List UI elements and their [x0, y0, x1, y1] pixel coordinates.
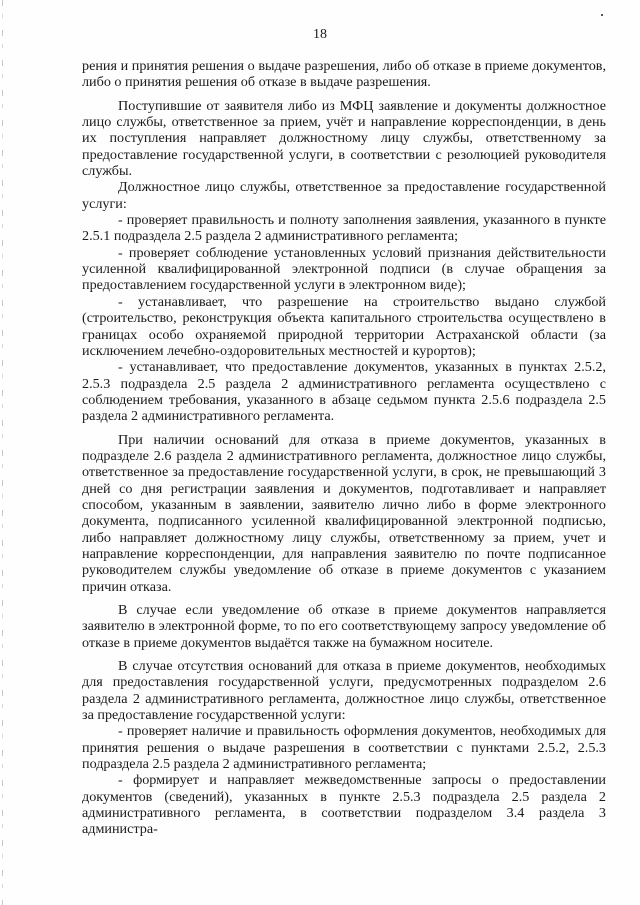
list-item: - формирует и направляет межведомственные запросы о предоставлении документов (сведений), указанных в пункте 2.5.3 подраздела 2.5 раздела 2 административного регламента, в соответствии подразделом 3.4 раздела 3 администра- — [82, 772, 606, 838]
scan-speck — [601, 14, 603, 16]
list-item: - проверяет соблюдение установленных условий признания действительности усиленной квалифицированной электронной подписи (в случае обращения за предоставлением государственной услуги в электронном виде); — [82, 244, 606, 294]
list-item: - проверяет правильность и полноту заполнения заявления, указанного в пункте 2.5.1 подраздела 2.5 раздела 2 административного регламента; — [82, 212, 606, 245]
paragraph: Поступившие от заявителя либо из МФЦ заявление и документы должностное лицо службы, ответственное за прием, учёт и направление корреспонденции, в день их поступления направляет должностному лицу службы, ответственному за предоставление государственной услуги, в соответствии с резолюцией руководителя службы. — [82, 97, 606, 180]
paragraph: В случае отсутствия оснований для отказа в приеме документов, необходимых для предоставления государственной услуги, предусмотренных подразделом 2.6 раздела 2 административного регламента, должностное лицо службы, ответственное за предоставление государственной услуги: — [82, 658, 606, 724]
paragraph: Должностное лицо службы, ответственное за предоставление государственной услуги: — [82, 179, 606, 212]
page-number: 18 — [313, 27, 327, 42]
paragraph: рения и принятия решения о выдаче разрешения, либо об отказе в приеме документов, либо о принятия решения об отказе в выдаче разрешения. — [82, 58, 606, 91]
document-body — [82, 58, 606, 838]
list-item: - устанавливает, что разрешение на строительство выдано службой (строительство, реконструкция объекта капитального строительства осуществлено в границах особо охраняемой природной территории Астраханской области (за исключением лечебно-оздоровительных местностей и курортов); — [82, 293, 606, 359]
paragraph: В случае если уведомление об отказе в приеме документов направляется заявителю в электронной форме, то по его соответствующему запросу уведомление об отказе в приеме документов выдаётся также на бумажном носителе. — [82, 602, 606, 651]
scan-edge-artifact — [2, 0, 3, 905]
list-item: - проверяет наличие и правильность оформления документов, необходимых для принятия решения о выдаче разрешения в соответствии с пунктами 2.5.2, 2.5.3 подраздела 2.5 раздела 2 административного регламента; — [82, 723, 606, 773]
paragraph: При наличии оснований для отказа в приеме документов, указанных в подразделе 2.6 раздела 2 административного регламента, должностное лицо службы, ответственное за предоставление государственной услуги, в срок, не превышающий 3 дней со дня регистрации заявления и документов, подготавливает и направляет способом, указанным в заявлении, заявителю лично либо в форме электронного документа, подписанного усиленной квалифицированной электронной подписью, либо направляет должностному лицу службы, ответственному за прием, учет и направление корреспонденции, для направления заявителю по почте подписанное руководителем службы уведомление об отказе в приеме документов с указанием причин отказа. — [82, 431, 606, 595]
list-item: - устанавливает, что предоставление документов, указанных в пунктах 2.5.2, 2.5.3 подраздела 2.5 раздела 2 административного регламента осуществлено с соблюдением требования, указанного в абзаце седьмом пункта 2.5.6 подраздела 2.5 раздела 2 административного регламента. — [82, 359, 606, 425]
